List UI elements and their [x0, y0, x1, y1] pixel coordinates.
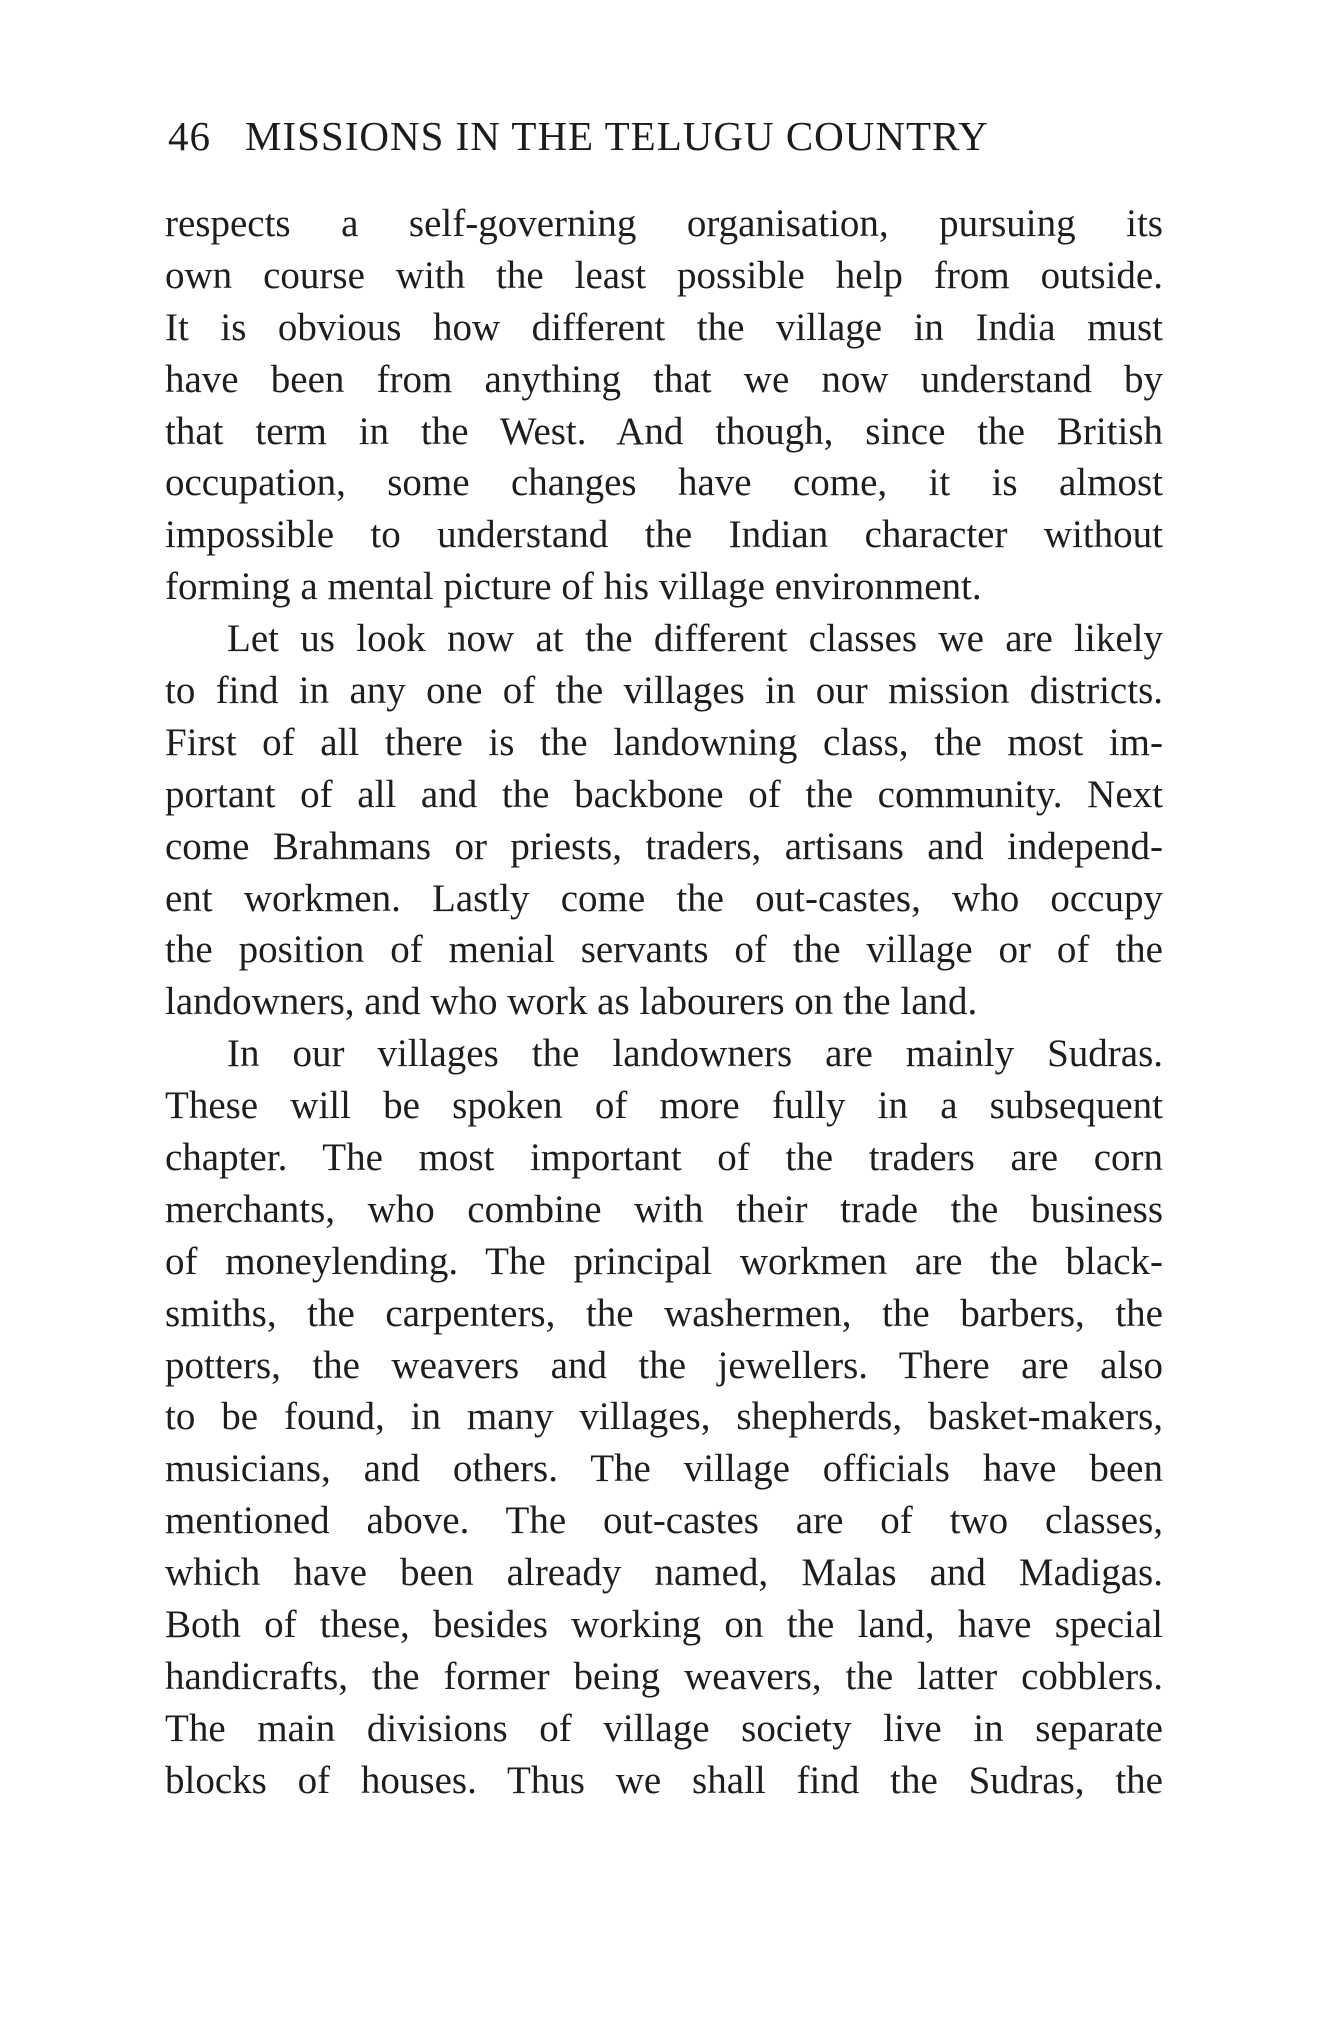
text-line: musicians, and others. The village officials have been [165, 1447, 1163, 1491]
text-line: mentioned above. The out-castes are of two classes, [165, 1499, 1163, 1543]
text-line: occupation, some changes have come, it is almost [165, 461, 1163, 505]
text-line: Both of these, besides working on the land, have special [165, 1603, 1163, 1647]
text-line: to be found, in many villages, shepherds, basket-makers, [165, 1395, 1163, 1439]
text-line: come Brahmans or priests, traders, artisans and independ- [165, 824, 1163, 868]
text-line: landowners, and who work as labourers on the land. [165, 980, 978, 1024]
text-line: of moneylending. The principal workmen are the black- [165, 1239, 1163, 1283]
text-line: to find in any one of the villages in our mission districts. [165, 669, 1163, 713]
text-line: respects a self-governing organisation, pursuing its [165, 202, 1163, 245]
text-line: impossible to understand the Indian character without [165, 513, 1163, 557]
text-line: that term in the West. And though, since the British [165, 409, 1163, 453]
text-line: handicrafts, the former being weavers, the latter cobblers. [165, 1654, 1163, 1698]
text-line: forming a mental picture of his village environment. [165, 565, 982, 609]
page-header [168, 112, 1078, 168]
text-line: potters, the weavers and the jewellers. There are also [165, 1343, 1163, 1387]
text-line: These will be spoken of more fully in a subsequent [165, 1084, 1163, 1128]
text-line: the position of menial servants of the village or of the [165, 928, 1163, 972]
text-line: ent workmen. Lastly come the out-castes, who occupy [165, 876, 1163, 920]
text-line: In our villages the landowners are mainly Sudras. [227, 1032, 1163, 1076]
text-line: It is obvious how different the village in India must [165, 305, 1163, 349]
text-line: blocks of houses. Thus we shall find the Sudras, the [165, 1758, 1163, 1802]
text-line: merchants, who combine with their trade the business [165, 1187, 1163, 1231]
body-text [165, 198, 1163, 1807]
text-line: have been from anything that we now understand by [165, 357, 1163, 401]
text-line: own course with the least possible help from outside. [165, 253, 1163, 297]
text-line: First of all there is the landowning class, the most im- [165, 720, 1163, 764]
running-title: MISSIONS IN THE TELUGU COUNTRY [245, 113, 989, 159]
page-number: 46 [168, 113, 211, 159]
text-line: The main divisions of village society live in separate [165, 1706, 1163, 1750]
text-line: smiths, the carpenters, the washermen, the barbers, the [165, 1291, 1163, 1335]
text-line: chapter. The most important of the traders are corn [165, 1136, 1163, 1180]
text-line: which have been already named, Malas and Madigas. [165, 1551, 1163, 1595]
text-line: portant of all and the backbone of the community. Next [165, 772, 1163, 816]
text-line: Let us look now at the different classes we are likely [227, 617, 1163, 661]
